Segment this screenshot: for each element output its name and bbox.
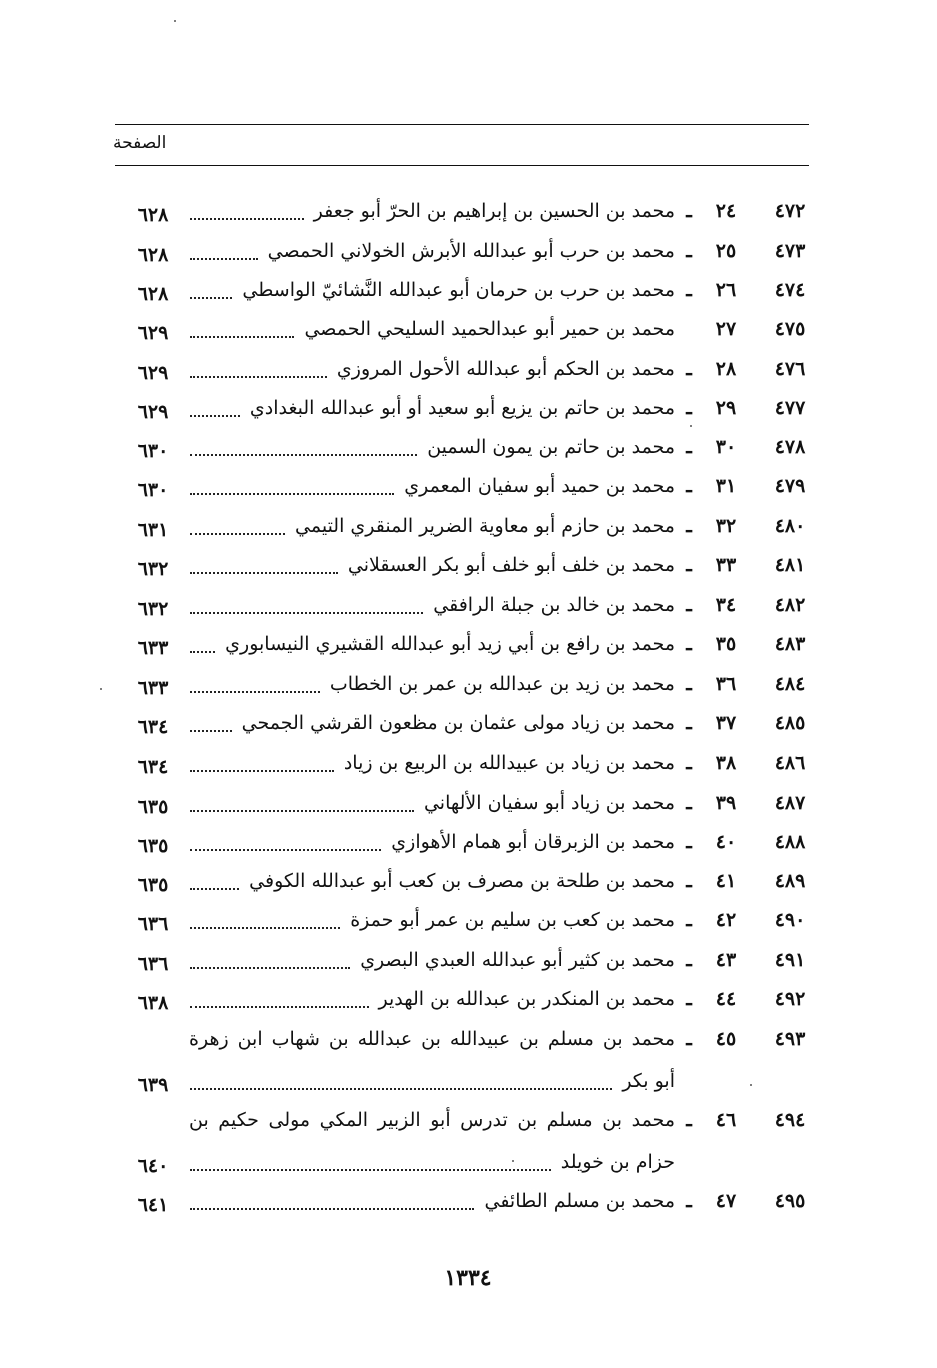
leader-dots — [190, 374, 327, 378]
entry-chapter-number: ٣٧ — [715, 712, 737, 734]
entry-sequence-number: ٤٧٣ — [774, 240, 806, 262]
entry-page-number: ٦٣٤ — [137, 716, 169, 738]
entry-page-number: ٦٣٥ — [137, 796, 169, 818]
entry-dash: ـ — [686, 949, 692, 971]
entry-name: محمد بن حازم أبو معاوية الضرير المنقري التيمي — [295, 515, 675, 537]
entry-name: محمد بن مسلم الطائفي — [484, 1190, 675, 1212]
entry-name: محمد بن مسلم بن عبيدالله بن عبدالله بن شهاب ابن زهرة — [189, 1028, 675, 1050]
entry-dash: ـ — [686, 515, 692, 537]
entry-chapter-number: ٣٠ — [715, 436, 737, 458]
entry-name: محمد بن خالد بن جبلة الرافقي — [433, 594, 675, 616]
entry-dash: ـ — [686, 712, 692, 734]
entry-name: محمد بن حمير أبو عبدالحميد السليحي الحمصي — [304, 318, 675, 340]
entry-chapter-number: ٣٦ — [715, 673, 737, 695]
leader-dots — [190, 847, 381, 851]
entry-chapter-number: ٢٥ — [715, 240, 737, 262]
entry-page-number: ٦٣٥ — [137, 835, 169, 857]
entry-name: محمد بن زياد أبو سفيان الألهاني — [423, 792, 675, 814]
entry-name: محمد بن كعب بن سليم بن عمر أبو حمزة — [350, 909, 675, 931]
leader-dots — [190, 256, 258, 260]
entry-page-number: ٦٢٩ — [137, 362, 169, 384]
entry-page-number: ٦٣١ — [137, 519, 169, 541]
index-entry-continuation-row — [0, 1066, 937, 1100]
index-entry-row — [0, 945, 937, 979]
index-entry-row — [0, 827, 937, 861]
entry-dash: ـ — [686, 1109, 692, 1131]
entry-dash: ـ — [686, 633, 692, 655]
leader-dots — [190, 808, 414, 812]
entry-sequence-number: ٤٧٧ — [774, 397, 806, 419]
entry-dash: ـ — [686, 594, 692, 616]
entry-dash: ـ — [686, 240, 692, 262]
entry-sequence-number: ٤٨٣ — [774, 633, 806, 655]
index-entry-row — [0, 1105, 937, 1139]
entry-sequence-number: ٤٩٠ — [774, 909, 806, 931]
entry-name: محمد بن طلحة بن مصرف بن كعب أبو عبدالله الكوفي — [249, 870, 675, 892]
entry-chapter-number: ٣٩ — [715, 792, 737, 814]
entry-sequence-number: ٤٨٨ — [774, 831, 806, 853]
entry-name: محمد بن رافع بن أبي زيد أبو عبدالله القشيري النيسابوري — [225, 633, 675, 655]
leader-dots — [190, 768, 334, 772]
index-entry-row — [0, 1186, 937, 1220]
entry-chapter-number: ٢٤ — [715, 200, 737, 222]
leader-dots — [190, 570, 338, 574]
entry-name: محمد بن كثير أبو عبدالله العبدي البصري — [360, 949, 675, 971]
index-entry-row — [0, 196, 937, 230]
entry-sequence-number: ٤٩١ — [774, 949, 806, 971]
entry-dash: ـ — [686, 436, 692, 458]
leader-dots — [190, 1086, 612, 1090]
entry-sequence-number: ٤٨٠ — [774, 515, 806, 537]
entry-dash: ـ — [686, 1028, 692, 1050]
index-entry-continuation-row — [0, 1147, 937, 1181]
entry-chapter-number: ٤٤ — [715, 988, 737, 1010]
entry-name: محمد بن زيد بن عبدالله بن عمر بن الخطاب — [329, 673, 675, 695]
index-entry-row — [0, 669, 937, 703]
entry-chapter-number: ٤٦ — [715, 1109, 737, 1131]
entry-chapter-number: ٣١ — [715, 475, 737, 497]
index-entry-row — [0, 905, 937, 939]
entry-name: محمد بن الحسين بن إبراهيم بن الحرّ أبو جعفر — [313, 200, 675, 222]
index-entry-row — [0, 432, 937, 466]
entry-page-number: ٦٢٨ — [137, 244, 169, 266]
entry-dash: ـ — [686, 554, 692, 576]
entry-page-number: ٦٤٠ — [137, 1155, 169, 1177]
entry-chapter-number: ٢٦ — [715, 279, 737, 301]
entry-dash: ـ — [686, 200, 692, 222]
leader-dots — [190, 649, 215, 653]
entry-page-number: ٦٣٣ — [137, 637, 169, 659]
entry-dash: ـ — [686, 752, 692, 774]
entry-page-number: ٦٣٨ — [137, 992, 169, 1014]
index-entry-row — [0, 236, 937, 270]
index-entry-row — [0, 511, 937, 545]
index-entry-row — [0, 788, 937, 822]
entry-name: محمد بن خلف أبو خلف أبو بكر العسقلاني — [347, 554, 675, 576]
entry-sequence-number: ٤٧٨ — [774, 436, 806, 458]
entry-dash: ـ — [686, 988, 692, 1010]
entry-page-number: ٦٣٣ — [137, 677, 169, 699]
leader-dots — [190, 413, 240, 417]
leader-dots — [190, 334, 294, 338]
entry-page-number: ٦٣٢ — [137, 558, 169, 580]
entry-page-number: ٦٣٤ — [137, 756, 169, 778]
entry-chapter-number: ٣٢ — [715, 515, 737, 537]
index-entry-row — [0, 275, 937, 309]
entry-name: محمد بن الحكم أبو عبدالله الأحول المروزي — [336, 358, 675, 380]
entry-sequence-number: ٤٨٦ — [774, 752, 806, 774]
entry-chapter-number: ٣٨ — [715, 752, 737, 774]
entry-name-continuation: حزام بن خويلد — [560, 1151, 675, 1173]
index-entry-row — [0, 550, 937, 584]
entry-name: محمد بن زياد مولى عثمان بن مظعون القرشي الجمحي — [241, 712, 675, 734]
entry-name: محمد بن زياد بن عبيدالله بن الربيع بن زياد — [343, 752, 675, 774]
entry-name: محمد بن حميد أبو سفيان المعمري — [404, 475, 675, 497]
entry-dash: ـ — [686, 673, 692, 695]
entry-chapter-number: ٣٥ — [715, 633, 737, 655]
entry-sequence-number: ٤٧٩ — [774, 475, 806, 497]
scan-speck — [174, 20, 176, 22]
entry-page-number: ٦٢٩ — [137, 401, 169, 423]
entry-chapter-number: ٢٩ — [715, 397, 737, 419]
entry-sequence-number: ٤٨٩ — [774, 870, 806, 892]
index-entry-row — [0, 748, 937, 782]
entry-sequence-number: ٤٨٧ — [774, 792, 806, 814]
entry-page-number: ٦٣٠ — [137, 440, 169, 462]
entry-page-number: ٦٢٨ — [137, 283, 169, 305]
entry-name: محمد بن حرب بن حرمان أبو عبدالله النَّشائيّ الواسطي — [242, 279, 675, 301]
entry-name: محمد بن حرب أبو عبدالله الأبرش الخولاني الحمصي — [267, 240, 675, 262]
entry-sequence-number: ٤٩٣ — [774, 1028, 806, 1050]
entry-sequence-number: ٤٨١ — [774, 554, 806, 576]
page-number: ١٣٣٤ — [444, 1265, 492, 1291]
entry-page-number: ٦٤١ — [137, 1194, 169, 1216]
page-column-label: الصفحة — [113, 133, 167, 153]
entry-page-number: ٦٣٠ — [137, 479, 169, 501]
index-entry-row — [0, 866, 937, 900]
entry-chapter-number: ٤٣ — [715, 949, 737, 971]
leader-dots — [190, 295, 232, 299]
entry-page-number: ٦٣٢ — [137, 598, 169, 620]
leader-dots — [190, 728, 232, 732]
entry-dash: ـ — [686, 870, 692, 892]
leader-dots — [190, 216, 304, 220]
leader-dots — [190, 965, 350, 969]
leader-dots — [190, 531, 285, 535]
entry-page-number: ٦٣٦ — [137, 953, 169, 975]
entry-page-number: ٦٢٩ — [137, 322, 169, 344]
entry-dash: ـ — [686, 475, 692, 497]
entry-page-number: ٦٣٦ — [137, 913, 169, 935]
entry-name: محمد بن مسلم بن تدرس أبو الزبير المكي مولى حكيم بن — [189, 1109, 675, 1131]
entry-chapter-number: ٢٨ — [715, 358, 737, 380]
entry-sequence-number: ٤٧٤ — [774, 279, 806, 301]
entry-sequence-number: ٤٨٥ — [774, 712, 806, 734]
entry-sequence-number: ٤٩٥ — [774, 1190, 806, 1212]
scan-speck — [100, 688, 102, 690]
entry-dash: ـ — [686, 358, 692, 380]
entry-name-continuation: أبو بكر — [622, 1070, 675, 1092]
entry-sequence-number: ٤٧٦ — [774, 358, 806, 380]
scan-speck — [690, 425, 692, 427]
scan-speck — [512, 1160, 514, 1162]
index-entry-row — [0, 314, 937, 348]
entry-page-number: ٦٢٨ — [137, 204, 169, 226]
entry-dash: ـ — [686, 397, 692, 419]
entry-page-number: ٦٣٩ — [137, 1074, 169, 1096]
entry-dash: ـ — [686, 792, 692, 814]
entry-dash: ـ — [686, 831, 692, 853]
leader-dots — [190, 1206, 474, 1210]
entry-name: محمد بن المنكدر بن عبدالله بن الهدير — [378, 988, 675, 1010]
index-entry-row — [0, 1024, 937, 1058]
entry-chapter-number: ٤١ — [715, 870, 737, 892]
entry-name: محمد بن حاتم بن يزيع أبو سعيد أو أبو عبدالله البغدادي — [249, 397, 675, 419]
index-entry-row — [0, 708, 937, 742]
entry-chapter-number: ٤٧ — [715, 1190, 737, 1212]
entry-sequence-number: ٤٩٢ — [774, 988, 806, 1010]
entry-sequence-number: ٤٨٤ — [774, 673, 806, 695]
entry-chapter-number: ٢٧ — [715, 318, 737, 340]
leader-dots — [190, 452, 417, 456]
entry-dash: ـ — [686, 279, 692, 301]
index-entry-row — [0, 590, 937, 624]
leader-dots — [190, 610, 423, 614]
leader-dots — [190, 925, 340, 929]
entry-sequence-number: ٤٧٥ — [774, 318, 806, 340]
entry-chapter-number: ٤٢ — [715, 909, 737, 931]
entry-sequence-number: ٤٩٤ — [774, 1109, 806, 1131]
entry-page-number: ٦٣٥ — [137, 874, 169, 896]
entry-chapter-number: ٤٠ — [715, 831, 737, 853]
leader-dots — [190, 1004, 369, 1008]
index-entry-row — [0, 393, 937, 427]
entry-dash: ـ — [686, 909, 692, 931]
entry-chapter-number: ٤٥ — [715, 1028, 737, 1050]
index-entry-row — [0, 471, 937, 505]
entry-name: محمد بن حاتم بن يمون السمين — [427, 436, 675, 458]
index-entry-row — [0, 354, 937, 388]
entry-sequence-number: ٤٧٢ — [774, 200, 806, 222]
entry-chapter-number: ٣٣ — [715, 554, 737, 576]
leader-dots — [190, 689, 320, 693]
leader-dots — [190, 1167, 551, 1171]
entry-name: محمد بن الزبرقان أبو همام الأهوازي — [391, 831, 675, 853]
leader-dots — [190, 886, 239, 890]
index-entry-row — [0, 984, 937, 1018]
scan-speck — [750, 1084, 752, 1086]
leader-dots — [190, 491, 394, 495]
entry-dash: ـ — [686, 1190, 692, 1212]
entry-sequence-number: ٤٨٢ — [774, 594, 806, 616]
entry-chapter-number: ٣٤ — [715, 594, 737, 616]
index-entry-row — [0, 629, 937, 663]
